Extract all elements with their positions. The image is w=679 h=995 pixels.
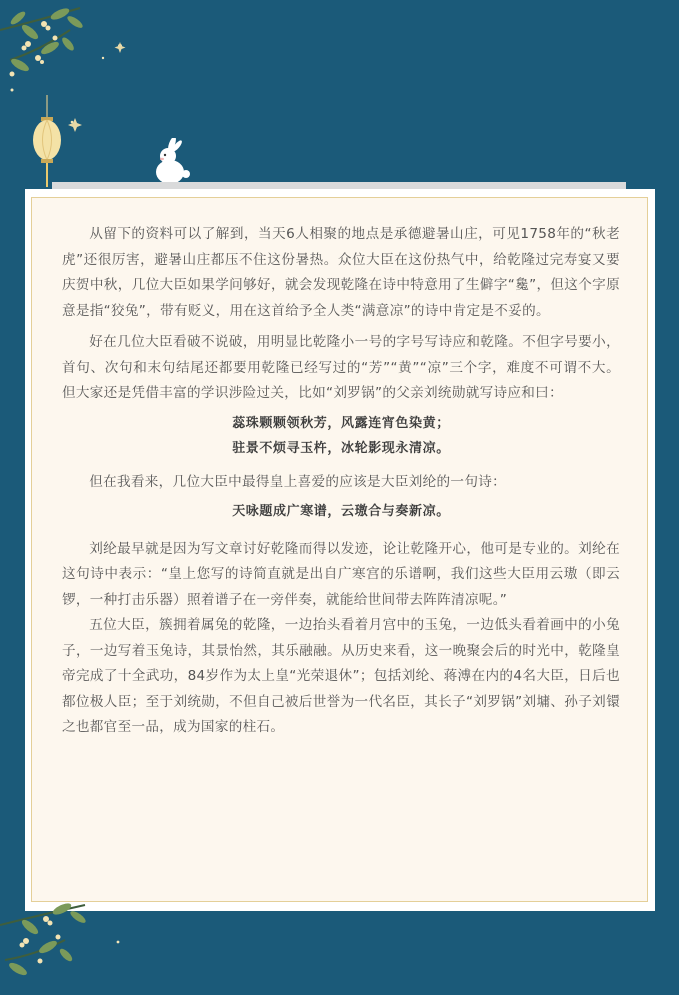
verse-line: 驻景不烦寻玉杵，冰轮影现永清凉。 [232,441,450,456]
osmanthus-branch-icon [0,0,110,110]
rabbit-icon [148,138,196,186]
article-body [62,222,620,741]
lantern-icon [30,95,64,190]
verse-line: 蕊珠颗颗领秋芳，风露连宵色染黄； [232,415,450,431]
article-card [25,189,655,911]
paragraph: 从留下的资料可以了解到，当天6人相聚的地点是承德避暑山庄，可见1758年的“秋老虎”还很厉害，避暑山庄都压不住这份暑热。众位大臣在这份热气中，给乾隆过完寿宴又要庆贺中秋，几位大臣如果学问够好，就会发现乾隆在诗中特意用了生僻字“毚”，但这个字原意是指“狡兔”，带有贬义，用在这首给予全人类“满意凉”的诗中肯定是不妥的。 [62,226,620,319]
osmanthus-branch-icon [0,885,110,995]
verse-line: 天咏题成广寒谱，云璈合与奏新凉。 [232,504,450,519]
article-card-inner [31,197,648,902]
paragraph: 好在几位大臣看破不说破，用明显比乾隆小一号的字号写诗应和乾隆。不但字号要小，首句、次句和末句结尾还都要用乾隆已经写过的“芳”“黄”“凉”三个字，难度不可谓不大。但大家还是凭借丰富的学识涉险过关，比如“刘罗锅”的父亲刘统勋就写诗应和曰： [62,334,620,401]
paragraph: 五位大臣，簇拥着属兔的乾隆，一边抬头看着月宫中的玉兔，一边低头看着画中的小兔子，一边写着玉兔诗，其景怡然，其乐融融。从历史来看，这一晚聚会后的时光中，乾隆皇帝完成了十全武功，84岁作为太上皇“光荣退休”；包括刘纶、蒋溥在内的4名大臣，日后也都位极人臣；至于刘统勋，不但自己被后世誉为一代名臣，其长子“刘罗锅”刘墉、孙子刘镮之也都官至一品，成为国家的柱石。 [62,617,620,735]
paragraph: 刘纶最早就是因为写文章讨好乾隆而得以发迹，论让乾隆开心，他可是专业的。刘纶在这句诗中表示：“皇上您写的诗简直就是出自广寒宫的乐谱啊，我们这些大臣用云璈（即云锣，一种打击乐器）照着谱子在一旁伴奏，就能给世间带去阵阵清凉呢。” [62,540,620,608]
paragraph: 但在我看来，几位大臣中最得皇上喜爱的应该是大臣刘纶的一句诗： [89,473,506,490]
